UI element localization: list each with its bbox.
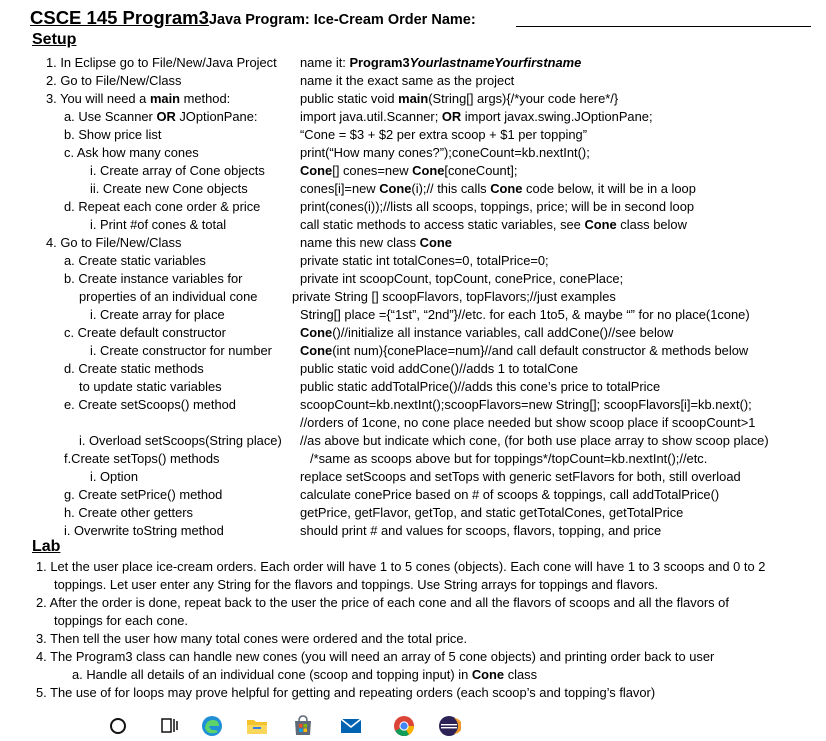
setup-code: name it: Program3YourlastnameYourfirstname [300, 55, 582, 70]
setup-row [0, 198, 826, 216]
setup-step: 1. In Eclipse go to File/New/Java Project [46, 55, 277, 70]
setup-step: ii. Create new Cone objects [90, 181, 248, 196]
setup-code: private String [] scoopFlavors, topFlavors;//just examples [292, 289, 616, 304]
setup-code: getPrice, getFlavor, getTop, and static getTotalCones, getTotalPrice [300, 505, 684, 520]
lab-line: 5. The use of for loops may prove helpful for getting and repeating orders (each scoop’s and topping’s flavor) [36, 685, 656, 700]
setup-step: b. Show price list [64, 127, 162, 142]
setup-row [0, 216, 826, 234]
setup-step: 2. Go to File/New/Class [46, 73, 182, 88]
setup-row [0, 90, 826, 108]
task-view-icon[interactable] [158, 714, 182, 738]
setup-row [0, 324, 826, 342]
mail-icon[interactable] [339, 714, 363, 738]
setup-step: a. Create static variables [64, 253, 206, 268]
setup-row [0, 126, 826, 144]
setup-code: replace setScoops and setTops with generic setFlavors for both, still overload [300, 469, 741, 484]
setup-step: properties of an individual cone [79, 289, 258, 304]
lab-line: toppings for each cone. [54, 613, 189, 628]
setup-row [0, 306, 826, 324]
setup-row [0, 288, 826, 306]
setup-row [0, 378, 826, 396]
lab-line: 2. After the order is done, repeat back to the user the price of each cone and all the flavors of scoops and all the flavors of [36, 595, 729, 610]
document-header [30, 7, 790, 31]
setup-row [0, 396, 826, 414]
setup-step: i. Overwrite toString method [64, 523, 224, 538]
setup-row [0, 522, 826, 540]
setup-code: should print # and values for scoops, flavors, topping, and price [300, 523, 662, 538]
setup-code: print(“How many cones?”);coneCount=kb.nextInt(); [300, 145, 590, 160]
setup-step: e. Create setScoops() method [64, 397, 236, 412]
store-icon[interactable] [291, 714, 315, 738]
setup-step: 3. You will need a main method: [46, 91, 231, 106]
setup-code: //orders of 1cone, no cone place needed but show scoop place if scoopCount>1 [300, 415, 756, 430]
setup-step: i. Create array for place [90, 307, 225, 322]
course-title: CSCE 145 Program3 [30, 7, 209, 28]
setup-code: name it the exact same as the project [300, 73, 515, 88]
setup-step: i. Option [90, 469, 139, 484]
setup-heading: Setup [32, 31, 77, 48]
setup-code: /*same as scoops above but for toppings*/topCount=kb.nextInt();//etc. [310, 451, 708, 466]
lab-line: toppings. Let user enter any String for the flavors and toppings. Use String arrays for toppings and flavors. [54, 577, 659, 592]
setup-row [0, 432, 826, 450]
setup-code: Cone()//initialize all instance variables, call addCone()//see below [300, 325, 674, 340]
setup-row [0, 504, 826, 522]
lab-heading: Lab [32, 538, 61, 555]
setup-row [0, 450, 826, 468]
setup-row [0, 486, 826, 504]
lab-line: 4. The Program3 class can handle new cones (you will need an array of 5 cone objects) and printing order back to user [36, 649, 715, 664]
setup-code: import java.util.Scanner; OR import javax.swing.JOptionPane; [300, 109, 653, 124]
setup-step: i. Create constructor for number [90, 343, 272, 358]
setup-row [0, 414, 826, 432]
setup-step: i. Print #of cones & total [90, 217, 227, 232]
lab-line: a. Handle all details of an individual cone (scoop and topping input) in Cone class [72, 667, 538, 682]
setup-step: i. Create array of Cone objects [90, 163, 265, 178]
setup-code: private int scoopCount, topCount, conePrice, conePlace; [300, 271, 624, 286]
setup-code: String[] place ={“1st”, “2nd”}//etc. for each 1to5, & maybe “” for no place(1cone) [300, 307, 750, 322]
setup-row [0, 180, 826, 198]
setup-code: public static void addCone()//adds 1 to totalCone [300, 361, 579, 376]
file-explorer-icon[interactable] [245, 714, 269, 738]
setup-row [0, 342, 826, 360]
setup-step: f.Create setTops() methods [64, 451, 220, 466]
setup-step: g. Create setPrice() method [64, 487, 223, 502]
setup-step: to update static variables [79, 379, 222, 394]
setup-code: public static addTotalPrice()//adds this cone’s price to totalPrice [300, 379, 661, 394]
setup-code: call static methods to access static variables, see Cone class below [300, 217, 687, 232]
setup-step: h. Create other getters [64, 505, 193, 520]
name-blank-line [516, 26, 811, 27]
setup-code: calculate conePrice based on # of scoops & toppings, call addTotalPrice() [300, 487, 720, 502]
setup-code: public static void main(String[] args){/*your code here*/} [300, 91, 619, 106]
document-subtitle: Java Program: Ice-Cream Order Name: [208, 12, 476, 28]
setup-code: Cone[] cones=new Cone[coneCount]; [300, 163, 518, 178]
setup-code: private static int totalCones=0, totalPrice=0; [300, 253, 549, 268]
setup-code: “Cone = $3 + $2 per extra scoop + $1 per topping” [300, 127, 588, 142]
setup-row [0, 72, 826, 90]
setup-step: c. Create default constructor [64, 325, 226, 340]
windows-taskbar [0, 710, 826, 741]
setup-step: d. Create static methods [64, 361, 204, 376]
setup-step: 4. Go to File/New/Class [46, 235, 182, 250]
setup-row [0, 234, 826, 252]
setup-row [0, 54, 826, 72]
edge-icon[interactable] [200, 714, 224, 738]
setup-code: //as above but indicate which cone, (for both use place array to show scoop place) [300, 433, 769, 448]
setup-code: Cone(int num){conePlace=num}//and call default constructor & methods below [300, 343, 749, 358]
setup-code: name this new class Cone [300, 235, 452, 250]
setup-row [0, 162, 826, 180]
setup-row [0, 468, 826, 486]
setup-code: cones[i]=new Cone(i);// this calls Cone code below, it will be in a loop [300, 181, 696, 196]
setup-row [0, 252, 826, 270]
setup-step: d. Repeat each cone order & price [64, 199, 261, 214]
setup-step: c. Ask how many cones [64, 145, 199, 160]
chrome-icon[interactable] [392, 714, 416, 738]
setup-row [0, 108, 826, 126]
setup-step: i. Overload setScoops(String place) [79, 433, 282, 448]
setup-row [0, 360, 826, 378]
eclipse-icon[interactable] [437, 714, 461, 738]
setup-row [0, 144, 826, 162]
setup-code: scoopCount=kb.nextInt();scoopFlavors=new String[]; scoopFlavors[i]=kb.next(); [300, 397, 752, 412]
setup-step: b. Create instance variables for [64, 271, 243, 286]
lab-line: 1. Let the user place ice-cream orders. Each order will have 1 to 5 cones (objects). Each cone will have 1 to 3 scoops and 0 to 2 [36, 559, 766, 574]
search-icon[interactable] [106, 714, 130, 738]
setup-code: print(cones(i));//lists all scoops, toppings, price; will be in second loop [300, 199, 695, 214]
setup-step: a. Use Scanner OR JOptionPane: [64, 109, 258, 124]
setup-row [0, 270, 826, 288]
lab-line: 3. Then tell the user how many total cones were ordered and the total price. [36, 631, 468, 646]
